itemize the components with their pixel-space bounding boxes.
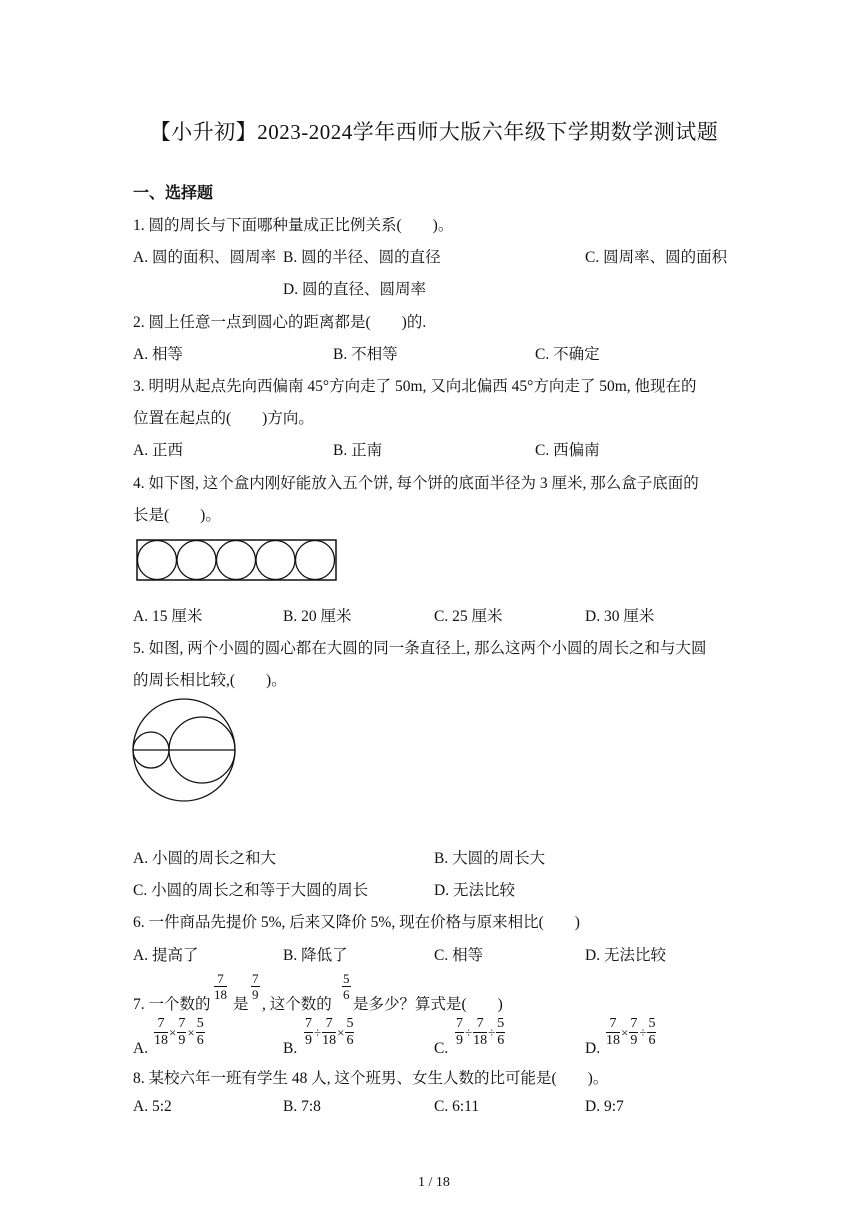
q2-option-b: B. 不相等 [333, 346, 398, 363]
q1-stem: 1. 圆的周长与下面哪种量成正比例关系( )。 [133, 217, 454, 234]
fraction: $\frac{7}{9}$ [178, 1016, 186, 1048]
q7-option-b-expr [304, 1017, 354, 1048]
box-outline [137, 540, 336, 580]
fraction: $\frac{7}{18}$ [473, 1016, 488, 1048]
q1-option-c: C. 圆周率、圆的面积 [585, 249, 728, 266]
fraction: $\frac{5}{6}$ [648, 1016, 656, 1048]
q7-stem-fraction [251, 972, 260, 1001]
q4-option-d: D. 30 厘米 [585, 608, 655, 625]
q8-option-b: B. 7:8 [283, 1098, 321, 1115]
q7-stem-text1: 7. 一个数的 [133, 996, 211, 1013]
q5-option-a: A. 小圆的周长之和大 [133, 850, 276, 867]
q3-stem-line2: 位置在起点的( )方向。 [133, 410, 314, 427]
circles-figure [131, 698, 239, 804]
q3-option-b: B. 正南 [333, 442, 383, 459]
q4-option-b: B. 20 厘米 [283, 608, 352, 625]
operator: × [337, 1024, 345, 1040]
cake-circle [138, 541, 177, 580]
q3-option-a: A. 正西 [133, 442, 183, 459]
q4-option-a: A. 15 厘米 [133, 608, 203, 625]
numerator: 7 [252, 971, 259, 986]
fraction: $\frac{5}{6}$ [196, 1016, 204, 1048]
q6-option-b: B. 降低了 [283, 947, 348, 964]
q8-option-a: A. 5:2 [133, 1098, 172, 1115]
operator: ÷ [314, 1024, 322, 1040]
denominator: 6 [343, 987, 350, 1002]
q8-option-c: C. 6:11 [434, 1098, 480, 1115]
q6-option-d: D. 无法比较 [585, 947, 666, 964]
cake-circle [217, 541, 256, 580]
q7-stem-text3: , 这个数的 [262, 996, 332, 1013]
denominator: 18 [214, 987, 227, 1002]
cake-circle [296, 541, 335, 580]
fraction: $\frac{7}{9}$ [456, 1016, 463, 1048]
q5-stem-line1: 5. 如图, 两个小圆的圆心都在大圆的同一条直径上, 那么这两个小圆的周长之和与大圆 [133, 640, 707, 657]
q7-option-label: A. [133, 1040, 149, 1057]
q4-stem-line1: 4. 如下图, 这个盒内刚好能放入五个饼, 每个饼的底面半径为 3 厘米, 那么盒子底面的 [133, 475, 699, 492]
q5-option-d: D. 无法比较 [434, 882, 515, 899]
fraction: $\frac{7}{9}$ [305, 1016, 312, 1048]
q7-option-label: B. [283, 1040, 298, 1057]
fraction: $\frac{7}{18}$ [322, 1016, 337, 1048]
q7-option-d-expr [606, 1017, 656, 1048]
q3-option-c: C. 西偏南 [535, 442, 600, 459]
q1-option-a: A. 圆的面积、圆周率 [133, 249, 276, 266]
q1-option-b: B. 圆的半径、圆的直径 [283, 249, 441, 266]
q7-stem-fraction [214, 972, 227, 1001]
page-title: 【小升初】2023-2024学年西师大版六年级下学期数学测试题 [149, 120, 719, 144]
q7-option-c-expr [455, 1017, 505, 1048]
q4-option-c: C. 25 厘米 [434, 608, 503, 625]
operator: × [187, 1024, 195, 1040]
q7-stem-text4: 是多少？算式是( ) [353, 996, 503, 1013]
operator: ÷ [465, 1024, 473, 1040]
q4-stem-line2: 长是( )。 [133, 507, 221, 524]
q7-stem-fraction [342, 972, 351, 1001]
q7-option-label: D. [585, 1040, 601, 1057]
operator: ÷ [488, 1024, 496, 1040]
section-heading: 一、选择题 [133, 185, 214, 202]
q3-stem-line1: 3. 明明从起点先向西偏南 45°方向走了 50m, 又向北偏西 45°方向走了 50m, 他现在的 [133, 378, 697, 395]
q5-option-b: B. 大圆的周长大 [434, 850, 546, 867]
q8-stem: 8. 某校六年一班有学生 48 人, 这个班男、女生人数的比可能是( )。 [133, 1070, 609, 1087]
q8-option-d: D. 9:7 [585, 1098, 624, 1115]
q6-option-c: C. 相等 [434, 947, 484, 964]
q5-stem-line2: 的周长相比较,( )。 [133, 672, 287, 689]
operator: × [621, 1024, 629, 1040]
q7-option-a-expr [154, 1017, 205, 1048]
cake-circle [256, 541, 295, 580]
fraction: $\frac{7}{18}$ [154, 1016, 168, 1048]
q7-stem-text2: 是 [233, 996, 249, 1013]
q7-option-label: C. [434, 1040, 449, 1057]
numerator: 7 [214, 972, 227, 987]
page-number: 1 / 18 [418, 1175, 450, 1190]
operator: ÷ [639, 1024, 647, 1040]
fraction: $\frac{7}{9}$ [630, 1016, 638, 1048]
fraction: $\frac{5}{6}$ [497, 1016, 505, 1048]
operator: × [169, 1024, 177, 1040]
cake-box-figure [136, 539, 338, 583]
cake-circle [177, 541, 216, 580]
q2-option-a: A. 相等 [133, 346, 183, 363]
q6-stem: 6. 一件商品先提价 5%, 后来又降价 5%, 现在价格与原来相比( ) [133, 914, 580, 931]
q2-option-c: C. 不确定 [535, 346, 600, 363]
q2-stem: 2. 圆上任意一点到圆心的距离都是( )的. [133, 314, 427, 331]
q5-option-c: C. 小圆的周长之和等于大圆的周长 [133, 882, 369, 899]
q6-option-a: A. 提高了 [133, 947, 199, 964]
denominator: 9 [252, 987, 259, 1002]
numerator: 5 [343, 971, 350, 986]
fraction: $\frac{7}{18}$ [606, 1016, 620, 1048]
fraction: $\frac{5}{6}$ [346, 1016, 354, 1048]
q1-option-d: D. 圆的直径、圆周率 [283, 281, 426, 298]
